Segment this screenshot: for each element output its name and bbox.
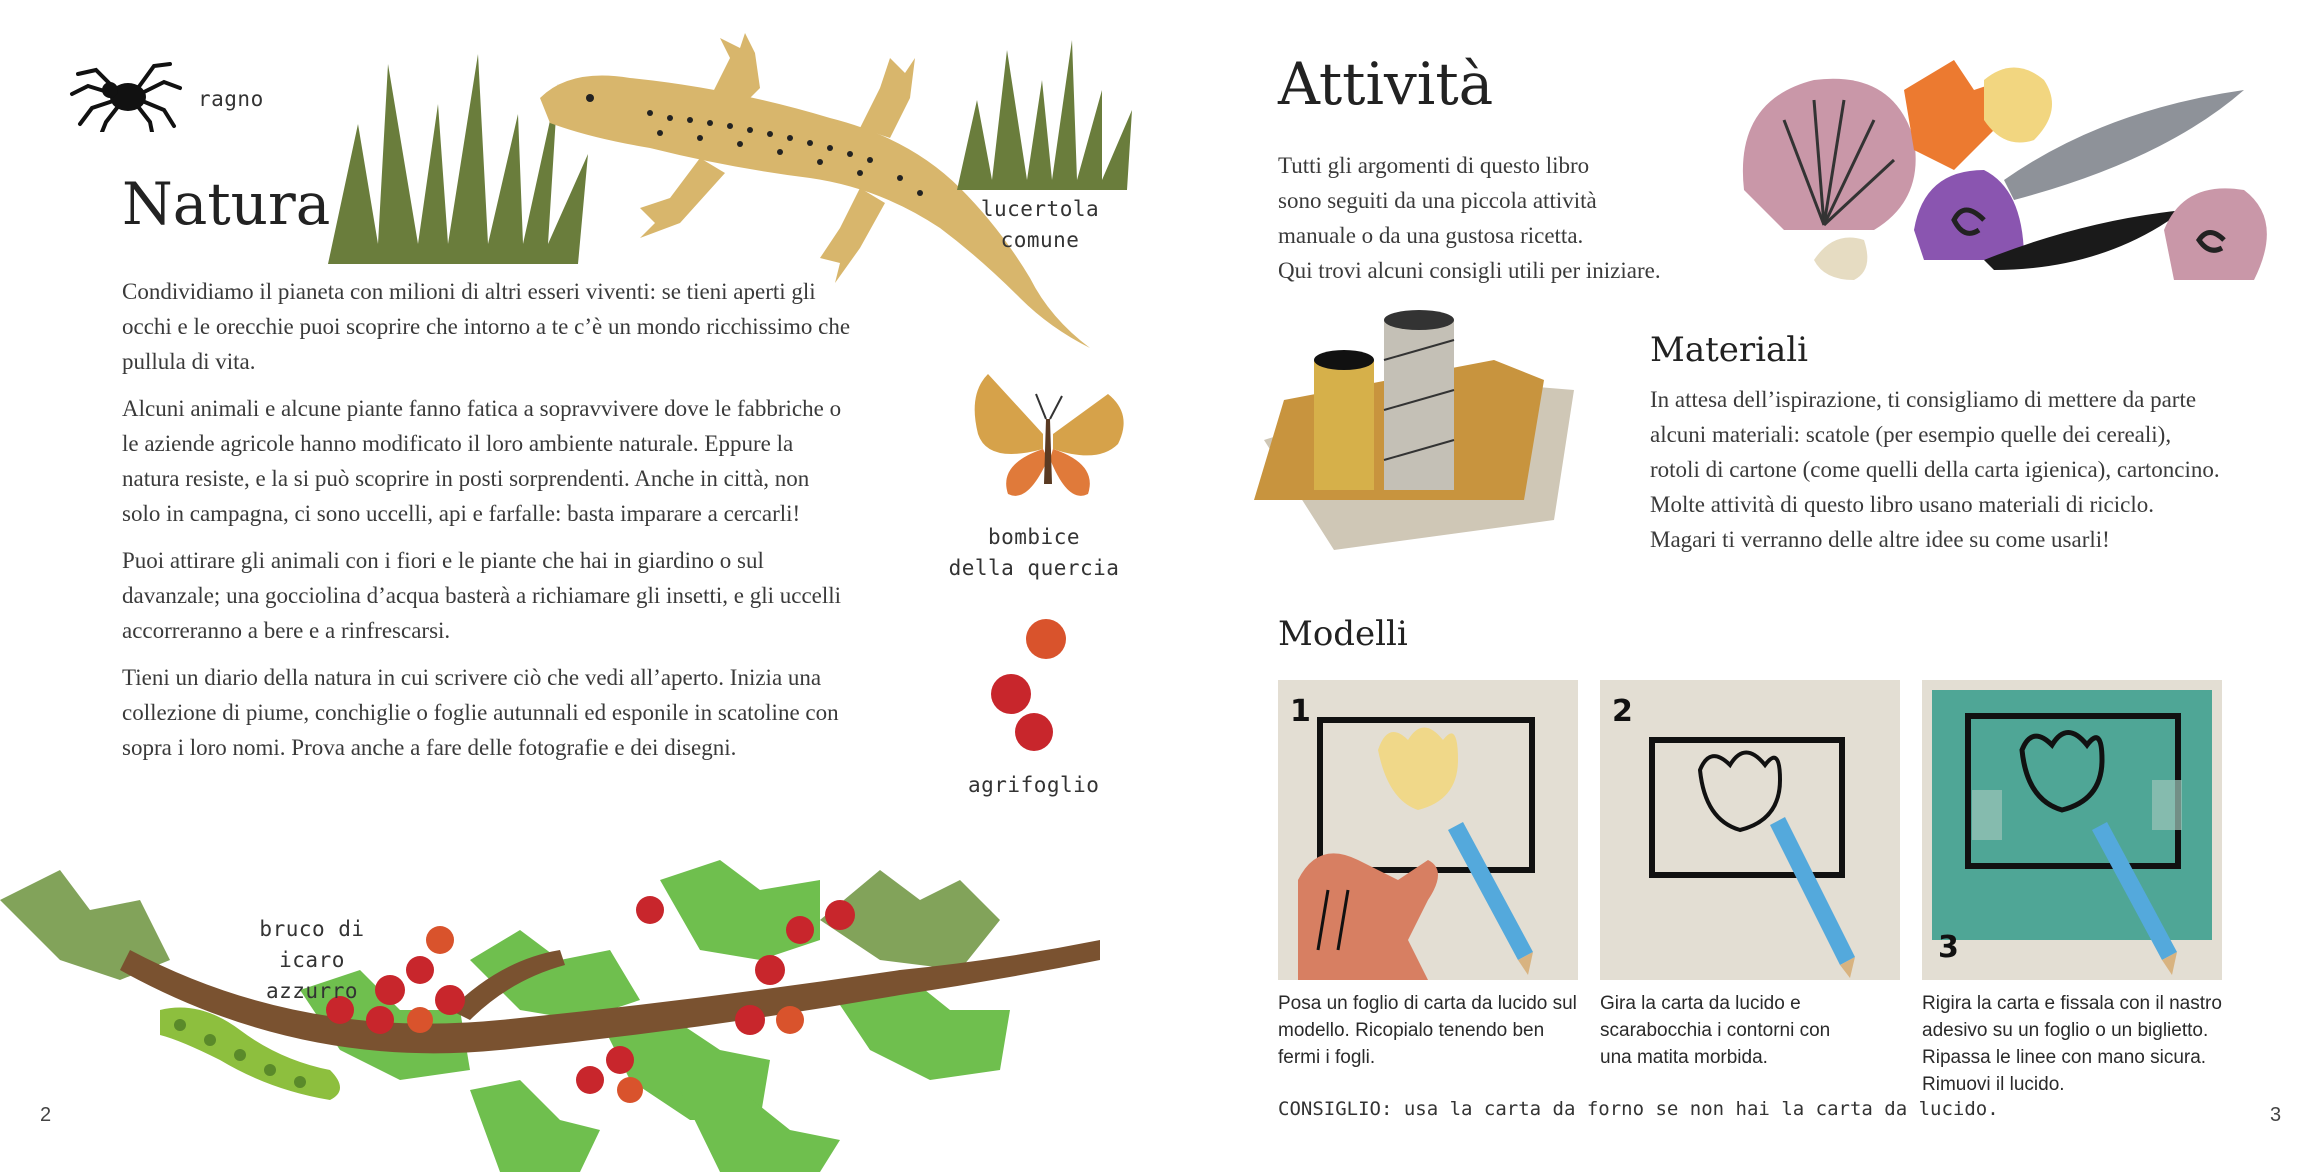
berries-illustration xyxy=(986,614,1076,754)
tip-text: CONSIGLIO: usa la carta da forno se non hai la carta da lucido. xyxy=(1278,1098,1999,1120)
grass-illustration-small xyxy=(952,40,1142,190)
holly-label: agrifoglio xyxy=(968,773,1100,797)
materials-text: In attesa dell’ispirazione, ti consigliamo di mettere da parte alcuni materiali: scatole (per esempio quelle dei cereali), rotoli di cartone (come quelli della carta igienica), cartoncino. Molte attività di questo libro usano materiali di riciclo. Magari ti verranno delle altre idee su come usarli! xyxy=(1650,387,2220,552)
step-panel-2 xyxy=(1600,680,1900,980)
page-title: Attività xyxy=(1278,50,1494,118)
step-caption-3: Rigira la carta e fissala con il nastro adesivo su un foglio o un biglietto. Ripassa le linee con mano sicura. Rimuovi il lucido. xyxy=(1922,993,2222,1095)
step-number: 1 xyxy=(1290,694,1311,729)
step-caption-1: Posa un foglio di carta da lucido sul modello. Ricopialo tenendo ben fermi i fogli. xyxy=(1278,993,1577,1068)
models-title: Modelli xyxy=(1278,614,1408,654)
spider-icon xyxy=(66,52,186,132)
collage-illustration xyxy=(1724,60,2284,320)
lizard-label: lucertola comune xyxy=(980,197,1100,252)
page-number: 3 xyxy=(2270,1104,2282,1126)
intro-text: Tutti gli argomenti di questo libro sono seguiti da una piccola attività manuale o da una gustosa ricetta. Qui trovi alcuni consigli utili per iniziare. xyxy=(1278,153,1661,283)
paragraph: Condividiamo il pianeta con milioni di altri esseri viventi: se tieni aperti gli occhi e le orecchie puoi scoprire che intorno a te c’è un mondo ricchissimo che pullula di vita. xyxy=(122,279,851,374)
step-number: 3 xyxy=(1938,930,1959,965)
holly-branch-illustration xyxy=(0,860,1120,1172)
step-number: 2 xyxy=(1612,694,1633,729)
materials-illustration xyxy=(1234,300,1594,560)
step-panel-1 xyxy=(1278,680,1578,980)
step-caption-2: Gira la carta da lucido e scarabocchia i contorni con una matita morbida. xyxy=(1600,993,1831,1068)
right-page xyxy=(1154,0,2308,1172)
step-2-illustration xyxy=(1600,680,1900,980)
step-3-illustration xyxy=(1922,680,2222,980)
intro-text xyxy=(122,274,852,777)
moth-label: bombice della quercia xyxy=(948,525,1120,580)
step-panel-3 xyxy=(1922,680,2222,980)
page-number: 2 xyxy=(40,1104,52,1126)
spider-label: ragno xyxy=(198,87,264,111)
materials-title: Materiali xyxy=(1650,330,1809,370)
step-1-illustration xyxy=(1278,680,1578,980)
caterpillar-label: bruco di icaro azzurro xyxy=(259,917,365,1003)
paragraph: Tieni un diario della natura in cui scrivere ciò che vedi all’aperto. Inizia una collezione di piume, conchiglie o foglie autunnali ed esponile in scatoline con sopra i loro nomi. Prova anche a fare delle fotografie e dei disegni. xyxy=(122,665,839,760)
moth-illustration xyxy=(958,364,1138,514)
paragraph: Puoi attirare gli animali con i fiori e le piante che hai in giardino o sul davanzale; una gocciolina d’acqua basterà a richiamare gli insetti, e gli uccelli accorreranno a bere e a rinfrescarsi. xyxy=(122,548,842,643)
paragraph: Alcuni animali e alcune piante fanno fatica a sopravvivere dove le fabbriche o le aziende agricole hanno modificato il loro ambiente naturale. Eppure la natura resiste, e la si può scoprire in posti sorprendenti. Anche in città, non solo in campagna, ci sono uccelli, api e farfalle: basta imparare a cercarli! xyxy=(122,396,842,526)
page-title: Natura xyxy=(122,170,331,238)
